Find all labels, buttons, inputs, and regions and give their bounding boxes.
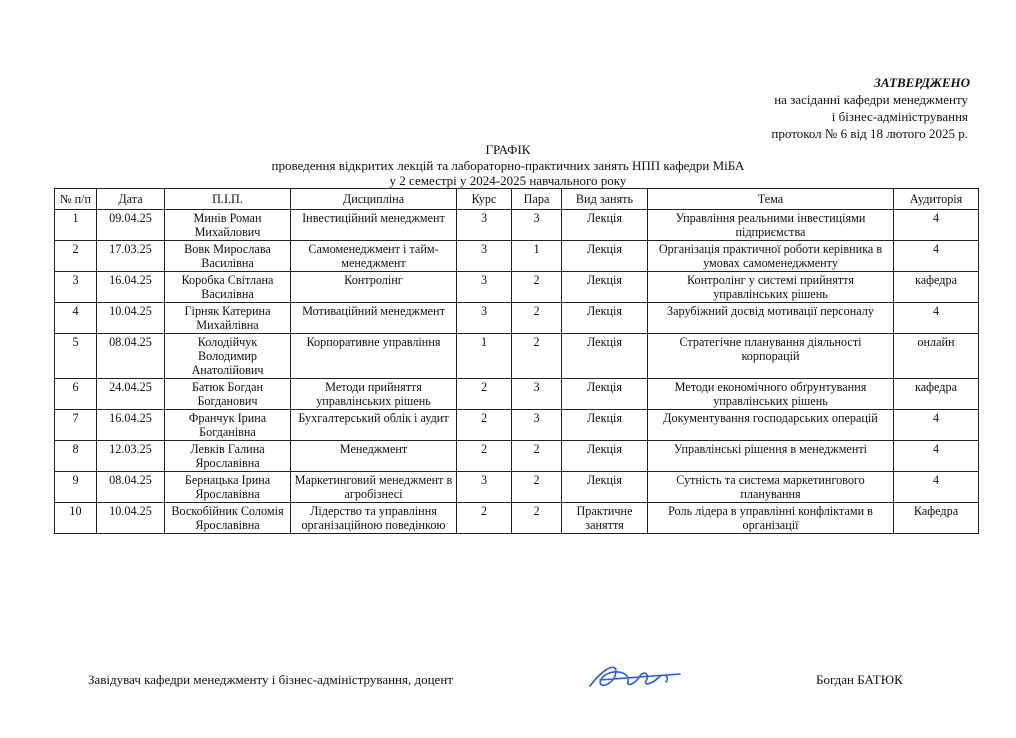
footer-name: Богдан БАТЮК: [816, 672, 903, 687]
cell-num: 3: [55, 272, 97, 303]
header-type: Вид занять: [562, 189, 648, 210]
cell-date: 09.04.25: [97, 210, 165, 241]
cell-num: 6: [55, 379, 97, 410]
table-row: [55, 303, 979, 334]
cell-course: 3: [457, 210, 512, 241]
cell-date: 10.04.25: [97, 303, 165, 334]
cell-type: Практичне заняття: [562, 503, 648, 534]
cell-topic: Методи економічного обґрунтування управлінських рішень: [648, 379, 894, 410]
cell-name: Колодійчук Володимир Анатолійович: [165, 334, 291, 379]
header-row: [55, 189, 979, 210]
cell-room: кафедра: [894, 379, 979, 410]
cell-room: 4: [894, 303, 979, 334]
cell-num: 1: [55, 210, 97, 241]
cell-course: 3: [457, 472, 512, 503]
cell-type: Лекція: [562, 441, 648, 472]
table-row: [55, 503, 979, 534]
cell-discipline: Корпоративне управління: [291, 334, 457, 379]
cell-discipline: Методи прийняття управлінських рішень: [291, 379, 457, 410]
cell-pair: 2: [512, 334, 562, 379]
cell-course: 3: [457, 272, 512, 303]
cell-course: 2: [457, 410, 512, 441]
cell-pair: 2: [512, 472, 562, 503]
cell-topic: Управлінські рішення в менеджменті: [648, 441, 894, 472]
header-course: Курс: [457, 189, 512, 210]
cell-num: 9: [55, 472, 97, 503]
cell-course: 3: [457, 303, 512, 334]
cell-name: Коробка Світлана Василівна: [165, 272, 291, 303]
cell-topic: Роль лідера в управлінні конфліктами в організації: [648, 503, 894, 534]
header-pair: Пара: [512, 189, 562, 210]
cell-room: кафедра: [894, 272, 979, 303]
cell-type: Лекція: [562, 272, 648, 303]
cell-course: 2: [457, 379, 512, 410]
cell-topic: Організація практичної роботи керівника в умовах самоменеджменту: [648, 241, 894, 272]
cell-num: 8: [55, 441, 97, 472]
cell-name: Вовк Мирослава Василівна: [165, 241, 291, 272]
cell-topic: Документування господарських операцій: [648, 410, 894, 441]
signature: [580, 656, 690, 696]
cell-date: 17.03.25: [97, 241, 165, 272]
cell-type: Лекція: [562, 210, 648, 241]
cell-topic: Контролінг у системі прийняття управлінських рішень: [648, 272, 894, 303]
cell-name: Батюк Богдан Богданович: [165, 379, 291, 410]
cell-name: Бернацька Ірина Ярославівна: [165, 472, 291, 503]
header-discipline: Дисципліна: [291, 189, 457, 210]
cell-date: 08.04.25: [97, 334, 165, 379]
table-row: [55, 210, 979, 241]
cell-discipline: Бухгалтерський облік і аудит: [291, 410, 457, 441]
cell-course: 2: [457, 441, 512, 472]
table-row: [55, 379, 979, 410]
cell-type: Лекція: [562, 379, 648, 410]
approval-line-1: на засіданні кафедри менеджменту: [774, 92, 968, 107]
cell-num: 7: [55, 410, 97, 441]
cell-room: 4: [894, 441, 979, 472]
cell-name: Гірняк Катерина Михайлівна: [165, 303, 291, 334]
cell-topic: Управління реальними інвестиціями підприємства: [648, 210, 894, 241]
cell-type: Лекція: [562, 472, 648, 503]
cell-discipline: Мотиваційний менеджмент: [291, 303, 457, 334]
table-row: [55, 441, 979, 472]
cell-discipline: Менеджмент: [291, 441, 457, 472]
cell-num: 2: [55, 241, 97, 272]
table-row: [55, 472, 979, 503]
cell-date: 16.04.25: [97, 272, 165, 303]
cell-date: 24.04.25: [97, 379, 165, 410]
cell-discipline: Маркетинговий менеджмент в агробізнесі: [291, 472, 457, 503]
approval-block: [648, 74, 968, 142]
schedule-table: [54, 188, 979, 534]
cell-discipline: Інвестиційний менеджмент: [291, 210, 457, 241]
header-date: Дата: [97, 189, 165, 210]
cell-type: Лекція: [562, 303, 648, 334]
cell-room: 4: [894, 472, 979, 503]
cell-pair: 3: [512, 410, 562, 441]
document-subtitle-1: проведення відкритих лекцій та лабораторно-практичних занять НПП кафедри МіБА: [271, 158, 745, 173]
cell-name: Воскобійник Соломія Ярославівна: [165, 503, 291, 534]
document-subtitle-2: у 2 семестрі у 2024-2025 навчального року: [389, 173, 627, 188]
header-num: № п/п: [55, 189, 97, 210]
table-row: [55, 272, 979, 303]
header-topic: Тема: [648, 189, 894, 210]
cell-pair: 3: [512, 379, 562, 410]
cell-course: 2: [457, 503, 512, 534]
cell-course: 1: [457, 334, 512, 379]
cell-pair: 2: [512, 272, 562, 303]
header-name: П.І.П.: [165, 189, 291, 210]
cell-topic: Стратегічне планування діяльності корпорацій: [648, 334, 894, 379]
cell-topic: Сутність та система маркетингового планування: [648, 472, 894, 503]
cell-pair: 3: [512, 210, 562, 241]
cell-name: Минів Роман Михайлович: [165, 210, 291, 241]
cell-num: 5: [55, 334, 97, 379]
cell-pair: 2: [512, 503, 562, 534]
cell-room: 4: [894, 210, 979, 241]
cell-topic: Зарубіжний досвід мотивації персоналу: [648, 303, 894, 334]
cell-discipline: Контролінг: [291, 272, 457, 303]
table-row: [55, 334, 979, 379]
cell-num: 10: [55, 503, 97, 534]
cell-room: онлайн: [894, 334, 979, 379]
cell-pair: 2: [512, 441, 562, 472]
approval-title: ЗАТВЕРДЖЕНО: [874, 75, 970, 90]
document-title: ГРАФІК: [485, 142, 531, 157]
footer-position: Завідувач кафедри менеджменту і бізнес-адміністрування, доцент: [88, 672, 453, 687]
cell-name: Франчук Ірина Богданівна: [165, 410, 291, 441]
cell-date: 12.03.25: [97, 441, 165, 472]
cell-room: 4: [894, 410, 979, 441]
cell-room: Кафедра: [894, 503, 979, 534]
cell-type: Лекція: [562, 410, 648, 441]
table-row: [55, 241, 979, 272]
cell-date: 16.04.25: [97, 410, 165, 441]
cell-pair: 1: [512, 241, 562, 272]
cell-type: Лекція: [562, 241, 648, 272]
header-room: Аудиторія: [894, 189, 979, 210]
cell-num: 4: [55, 303, 97, 334]
cell-date: 10.04.25: [97, 503, 165, 534]
cell-pair: 2: [512, 303, 562, 334]
approval-line-3: протокол № 6 від 18 лютого 2025 р.: [771, 126, 968, 141]
cell-discipline: Самоменеджмент і тайм-менеджмент: [291, 241, 457, 272]
approval-line-2: і бізнес-адміністрування: [831, 109, 968, 124]
cell-course: 3: [457, 241, 512, 272]
cell-type: Лекція: [562, 334, 648, 379]
cell-room: 4: [894, 241, 979, 272]
table-row: [55, 410, 979, 441]
cell-name: Левків Галина Ярославівна: [165, 441, 291, 472]
cell-date: 08.04.25: [97, 472, 165, 503]
cell-discipline: Лідерство та управління організаційною поведінкою: [291, 503, 457, 534]
